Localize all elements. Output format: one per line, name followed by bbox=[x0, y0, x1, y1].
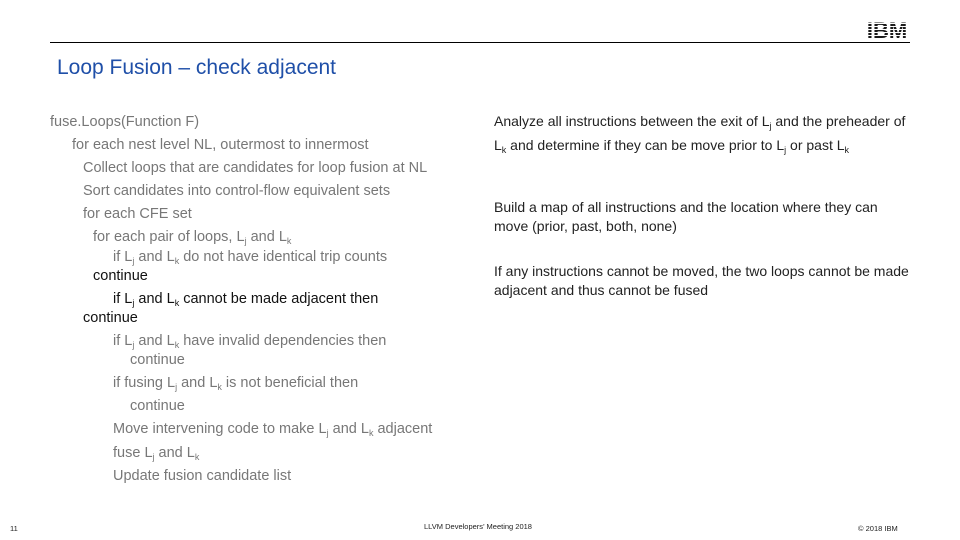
page-number: 11 bbox=[10, 524, 18, 533]
code-line bbox=[83, 182, 390, 200]
code-text: fuse.Loops(Function F) bbox=[50, 114, 200, 130]
code-text: Sort candidates into control-flow equivalent sets bbox=[83, 183, 391, 199]
code-line bbox=[113, 290, 378, 312]
code-line bbox=[113, 374, 358, 396]
text: Analyze all instructions between the exit of bbox=[494, 113, 762, 129]
ibm-logo bbox=[862, 18, 912, 40]
loop-symbol: L bbox=[124, 291, 133, 307]
code-text: and bbox=[154, 445, 187, 461]
code-text: if bbox=[113, 291, 125, 307]
code-text: and bbox=[134, 291, 167, 307]
code-text: have invalid dependencies then bbox=[179, 333, 387, 349]
subscript: j bbox=[769, 121, 772, 131]
subscript: k bbox=[286, 236, 292, 246]
code-text: is not beneficial then bbox=[221, 375, 359, 391]
loop-symbol: L bbox=[494, 137, 502, 153]
loop-symbol: L bbox=[124, 249, 133, 265]
code-text: and bbox=[328, 421, 361, 437]
text: and determine if they can be move prior to bbox=[506, 137, 777, 153]
code-line bbox=[93, 228, 291, 250]
code-line bbox=[93, 267, 148, 285]
code-line bbox=[113, 420, 432, 442]
loop-symbol: L bbox=[167, 375, 176, 391]
slide-title: Loop Fusion – check adjacent bbox=[57, 56, 337, 79]
loop-symbol: L bbox=[318, 421, 327, 437]
keyword-continue: continue bbox=[83, 310, 138, 326]
code-text: and bbox=[246, 229, 279, 245]
loop-symbol: L bbox=[776, 137, 785, 153]
subscript: j bbox=[326, 428, 329, 438]
subscript: j bbox=[132, 256, 135, 266]
code-line bbox=[83, 205, 192, 223]
code-line bbox=[113, 444, 199, 466]
subscript: j bbox=[152, 452, 155, 462]
loop-symbol: L bbox=[166, 291, 175, 307]
loop-symbol: L bbox=[144, 445, 153, 461]
code-text: cannot be made adjacent then bbox=[179, 291, 379, 307]
loop-symbol: L bbox=[209, 375, 218, 391]
code-line bbox=[50, 113, 199, 131]
code-text: for each pair of loops, bbox=[93, 229, 237, 245]
loop-symbol: L bbox=[360, 421, 369, 437]
subscript: k bbox=[217, 382, 222, 392]
subscript: k bbox=[368, 428, 374, 438]
code-text: and bbox=[134, 249, 167, 265]
subscript: k bbox=[194, 452, 200, 462]
explanation-paragraph: If any instructions cannot be moved, the two loops cannot be made adjacent and thus cannot be fused bbox=[494, 263, 909, 298]
explanation-paragraph: Build a map of all instructions and the location where they can move (prior, past, both, none) bbox=[494, 199, 878, 234]
code-line bbox=[83, 309, 138, 327]
code-line bbox=[83, 159, 427, 177]
loop-symbol: L bbox=[236, 229, 245, 245]
footer-copyright: © 2018 IBM bbox=[858, 524, 898, 533]
code-text: Move intervening code to make bbox=[113, 421, 319, 437]
subscript: k bbox=[844, 145, 850, 155]
loop-symbol: L bbox=[761, 113, 770, 129]
subscript: j bbox=[244, 236, 247, 246]
subscript: k bbox=[174, 340, 180, 350]
code-text: and bbox=[134, 333, 167, 349]
subscript: j bbox=[132, 340, 135, 350]
keyword-continue: continue bbox=[130, 352, 185, 368]
code-text: Collect loops that are candidates for loop fusion at NL bbox=[83, 160, 428, 176]
footer-event: LLVM Developers’ Meeting 2018 bbox=[424, 522, 532, 531]
code-text: for each nest level NL, outermost to innermost bbox=[72, 137, 369, 153]
keyword-continue: continue bbox=[130, 398, 185, 414]
subscript: j bbox=[784, 145, 787, 155]
subscript: k bbox=[174, 298, 180, 308]
keyword-continue: continue bbox=[93, 268, 148, 284]
loop-symbol: L bbox=[278, 229, 287, 245]
text: and the preheader of bbox=[771, 113, 906, 129]
code-text: for each CFE set bbox=[83, 206, 192, 222]
subscript: j bbox=[175, 382, 178, 392]
text: or past bbox=[786, 137, 837, 153]
ibm-logo-text: IBM bbox=[866, 18, 908, 40]
code-text: if bbox=[113, 249, 125, 265]
header-rule bbox=[50, 42, 910, 43]
code-line bbox=[72, 136, 369, 154]
code-text: adjacent bbox=[373, 421, 433, 437]
subscript: j bbox=[132, 298, 135, 308]
loop-symbol: L bbox=[166, 249, 175, 265]
subscript: k bbox=[501, 145, 507, 155]
code-text: Update fusion candidate list bbox=[113, 468, 292, 484]
explanation-paragraph bbox=[494, 112, 914, 160]
code-line bbox=[130, 397, 185, 415]
loop-symbol: L bbox=[166, 333, 175, 349]
code-text: if bbox=[113, 333, 125, 349]
loop-symbol: L bbox=[836, 137, 845, 153]
subscript: k bbox=[174, 256, 180, 266]
code-line bbox=[130, 351, 185, 369]
code-text: do not have identical trip counts bbox=[179, 249, 388, 265]
loop-symbol: L bbox=[186, 445, 195, 461]
loop-symbol: L bbox=[124, 333, 133, 349]
code-text: and bbox=[177, 375, 210, 391]
code-text: fuse bbox=[113, 445, 145, 461]
code-line bbox=[113, 248, 387, 270]
code-text: if fusing bbox=[113, 375, 167, 391]
code-line bbox=[113, 467, 291, 485]
